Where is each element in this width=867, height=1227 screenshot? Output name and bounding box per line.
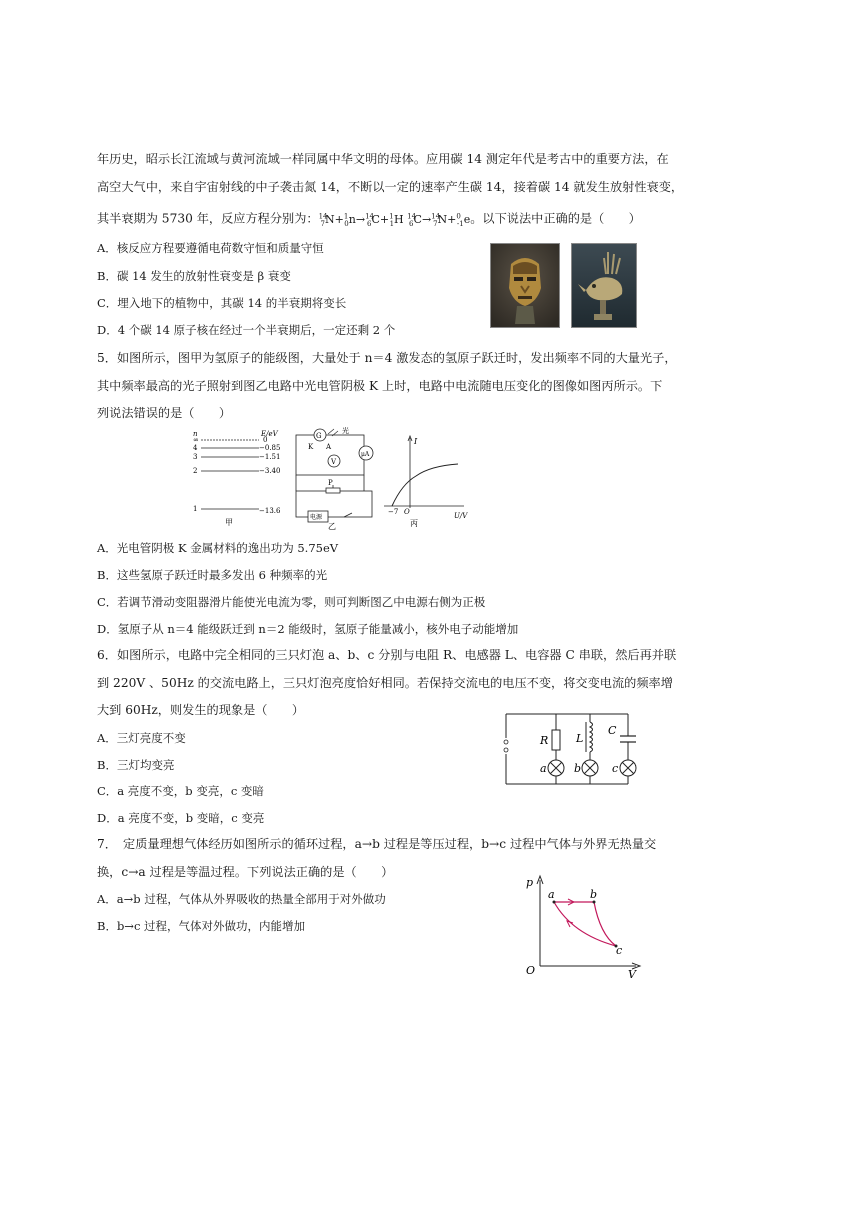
anode-a-label: A: [326, 443, 332, 451]
inductor-label: L: [576, 732, 584, 745]
graph-x-label: U/V: [454, 512, 468, 520]
q5-option-c: C．若调节滑动变阻器滑片能使光电流为零，则可判断图乙中电源右侧为正极: [97, 595, 486, 609]
q4-line1: 年历史，昭示长江流域与黄河流域一样同属中华文明的母体。应用碳 14 测定年代是考古中的重要方法，在: [97, 152, 669, 166]
level-n-inf: ∞: [193, 436, 199, 444]
q4-option-c: C．埋入地下的植物中，其碳 14 的半衰期将变长: [97, 296, 347, 310]
q6-option-b: B．三灯均变亮: [97, 758, 175, 772]
pv-p-label: p: [526, 876, 534, 889]
terminal-top-icon: [504, 740, 508, 744]
level-e-1: −13.6: [259, 507, 281, 515]
lamp-b-label: b: [574, 762, 582, 775]
voltmeter-label: V: [331, 458, 337, 466]
q6-line2: 到 220V 、50Hz 的交流电路上，三只灯泡亮度恰好相同。若保持交流电的电压不变，将交变电流的频率增: [97, 676, 673, 690]
q5-option-d: D．氢原子从 n＝4 能级跃迁到 n＝2 能级时，氢原子能量减小，核外电子动能增加: [97, 622, 519, 636]
level-e-4: −0.85: [259, 444, 281, 452]
cathode-k-label: K: [308, 443, 314, 451]
q7-option-b: B．b→c 过程，气体对外做功，内能增加: [97, 919, 306, 933]
energy-level-diagram: [185, 425, 285, 530]
graph-y-label: I: [414, 437, 418, 446]
bronze-bird-image: [572, 244, 636, 327]
iu-graph: [380, 432, 470, 530]
q4-option-a: A．核反应方程要遵循电荷数守恒和质量守恒: [97, 241, 324, 255]
pv-point-c: c: [616, 944, 623, 957]
q6-option-a: A．三灯亮度不变: [97, 731, 186, 745]
level-e-inf: 0: [263, 436, 268, 444]
slider-p-label: P: [328, 479, 333, 487]
pv-point-a: a: [548, 888, 555, 901]
process-ca-curve: [554, 902, 616, 946]
terminal-bottom-icon: [504, 748, 508, 752]
level-n-4: 4: [193, 444, 198, 452]
q5-line1: 5．如图所示，图甲为氢原子的能级图，大量处于 n＝4 激发态的氢原子跃迁时，发出频率不同的大量光子，: [97, 351, 677, 365]
q4-option-b: B．碳 14 发生的放射性衰变是 β 衰变: [97, 269, 291, 283]
fig-c-caption: 丙: [410, 519, 418, 528]
fig-a-caption: 甲: [225, 518, 233, 527]
rheostat-icon: [326, 488, 340, 493]
power-source-label: 电源: [310, 514, 323, 521]
level-e-header: E/eV: [261, 430, 278, 438]
q6-line3: 大到 60Hz，则发生的现象是（ ）: [97, 703, 305, 717]
light-label: 光: [342, 427, 349, 435]
bronze-mask-photo: [490, 243, 560, 328]
bronze-bird-photo: [571, 243, 637, 328]
pv-origin-label: O: [526, 964, 536, 977]
rlc-circuit: [500, 708, 645, 790]
bronze-mask-image: [491, 244, 559, 327]
q7-line2: 换，c→a 过程是等温过程。下列说法正确的是（ ）: [97, 865, 394, 879]
pv-point-b: b: [590, 888, 598, 901]
graph-tick: −7: [388, 508, 399, 516]
q6-line1: 6．如图所示，电路中完全相同的三只灯泡 a、b、c 分别与电阻 R、电感器 L、电容器 C 串联，然后再并联: [97, 648, 677, 662]
pv-v-label: V: [628, 968, 636, 978]
resistor-label: R: [540, 734, 549, 747]
pv-diagram: [520, 870, 645, 978]
q5-option-b: B．这些氢原子跃迁时最多发出 6 种频率的光: [97, 568, 328, 582]
q6-option-d: D．a 亮度不变，b 变暗，c 变亮: [97, 811, 265, 825]
level-n-header: n: [193, 430, 198, 438]
lamp-a-label: a: [540, 762, 547, 775]
fig-b-caption: 乙: [328, 522, 336, 530]
graph-origin: O: [404, 508, 410, 516]
microammeter-label: μA: [361, 451, 370, 458]
q4-line2: 高空大气中，来自宇宙射线的中子袭击氮 14，不断以一定的速率产生碳 14，接着碳 14 就发生放射性衰变，: [97, 180, 684, 194]
q6-option-c: C．a 亮度不变，b 变亮，c 变暗: [97, 784, 264, 798]
level-n-1: 1: [193, 505, 198, 513]
iu-curve: [392, 464, 458, 506]
phototube-g: G: [316, 432, 322, 440]
level-n-3: 3: [193, 453, 198, 461]
q5-line3: 列说法错误的是（ ）: [97, 406, 232, 420]
q7-line1: 7． 定质量理想气体经历如图所示的循环过程，a→b 过程是等压过程，b→c 过程中气体与外界无热量交: [97, 837, 657, 851]
level-e-3: −1.51: [259, 453, 281, 461]
nuclear-equation: $^{14}_7$N+$^1_0$n→$^{14}_6$C+$^1_1$H $^{14}_6$C→$^{14}_7$N+$^0_{-1}$e: [318, 212, 471, 228]
level-e-2: −3.40: [259, 467, 281, 475]
capacitor-label: C: [608, 724, 617, 737]
inductor-icon: [590, 722, 593, 752]
q7-option-a: A．a→b 过程，气体从外界吸收的热量全部用于对外做功: [97, 892, 386, 906]
q4-line3: 其半衰期为 5730 年，反应方程分别为：$^{14}_7$N+$^1_0$n→$^{14}_6$C+$^1_1$H $^{14}_6$C→$^{14}_7$N+$^0_{-1}$e。以下说法中正确的是（ ）: [97, 211, 641, 228]
lamp-c-label: c: [612, 762, 619, 775]
switch-icon: [344, 513, 352, 517]
photoelectric-circuit: [290, 425, 380, 530]
q5-option-a: A．光电管阴极 K 金属材料的逸出功为 5.75eV: [97, 541, 339, 555]
q4-option-d: D．4 个碳 14 原子核在经过一个半衰期后，一定还剩 2 个: [97, 323, 396, 337]
resistor-icon: [552, 730, 560, 750]
level-n-2: 2: [193, 467, 198, 475]
q5-line2: 其中频率最高的光子照射到图乙电路中光电管阴极 K 上时，电路中电流随电压变化的图像如图丙所示。下: [97, 379, 663, 393]
